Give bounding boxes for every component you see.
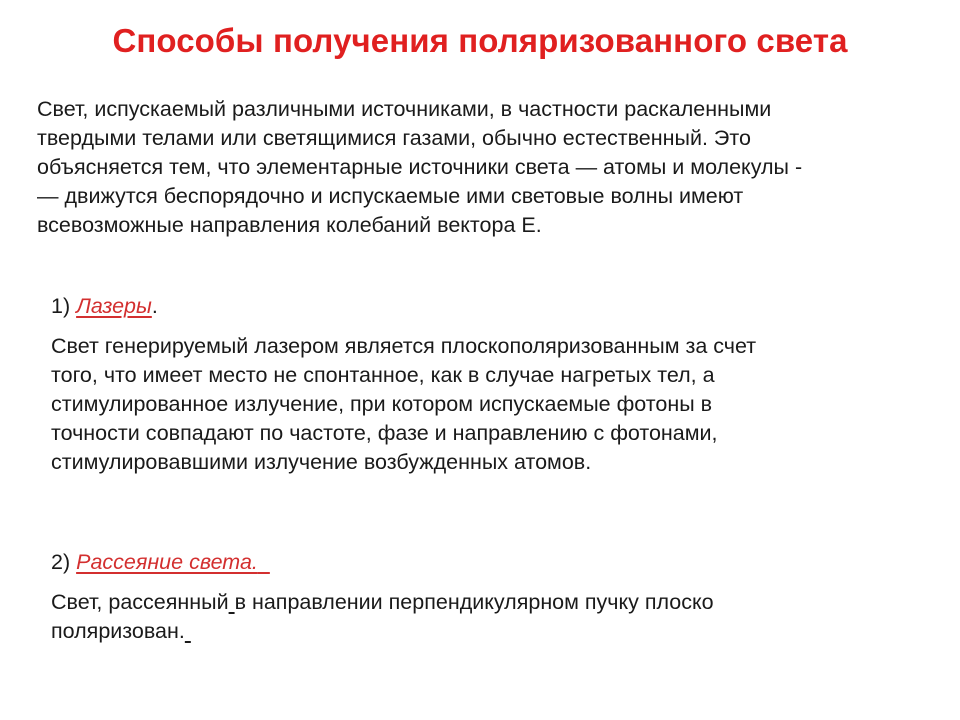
- underline-gap: [185, 619, 191, 643]
- link-text: Рассеяние света.: [76, 550, 258, 574]
- section-heading: [51, 292, 911, 321]
- intro-line: твердыми телами или светящимися газами, обычно естественный. Это: [37, 126, 751, 150]
- body-line: [51, 617, 911, 646]
- body-line: [51, 588, 911, 617]
- intro-line: Свет, испускаемый различными источниками, в частности раскаленными: [37, 97, 772, 121]
- body-line: Свет генерируемый лазером является плоскополяризованным за счет: [51, 334, 757, 358]
- body-line: точности совпадают по частоте, фазе и направлению с фотонами,: [51, 421, 718, 445]
- body-text-part: поляризован.: [51, 619, 185, 643]
- body-line: стимулированное излучение, при котором испускаемые фотоны в: [51, 392, 713, 416]
- heading-suffix: .: [151, 294, 158, 318]
- section-heading: [51, 548, 911, 577]
- body-line: того, что имеет место не спонтанное, как в случае нагретых тел, а: [51, 363, 715, 387]
- section-lasers: [51, 292, 911, 477]
- body-text-part: Свет, рассеянный: [51, 590, 229, 614]
- section-body: [51, 332, 911, 477]
- body-line: стимулировавшими излучение возбужденных атомов.: [51, 450, 592, 474]
- light-scattering-link[interactable]: [76, 550, 270, 574]
- body-text-part: в направлении перпендикулярном пучку плоско: [234, 590, 714, 614]
- intro-paragraph: [37, 95, 927, 240]
- intro-line: — движутся беспорядочно и испускаемые ими световые волны имеют: [37, 184, 744, 208]
- intro-line: объясняется тем, что элементарные источники света — атомы и молекулы -: [37, 155, 803, 179]
- section-number: 2): [51, 550, 71, 574]
- section-light-scattering: [51, 548, 911, 646]
- intro-line: всевозможные направления колебаний вектора Е.: [37, 213, 542, 237]
- section-body: [51, 588, 911, 646]
- slide-title: Способы получения поляризованного света: [112, 22, 848, 59]
- lasers-link[interactable]: Лазеры: [76, 294, 152, 318]
- section-number: 1): [51, 294, 71, 318]
